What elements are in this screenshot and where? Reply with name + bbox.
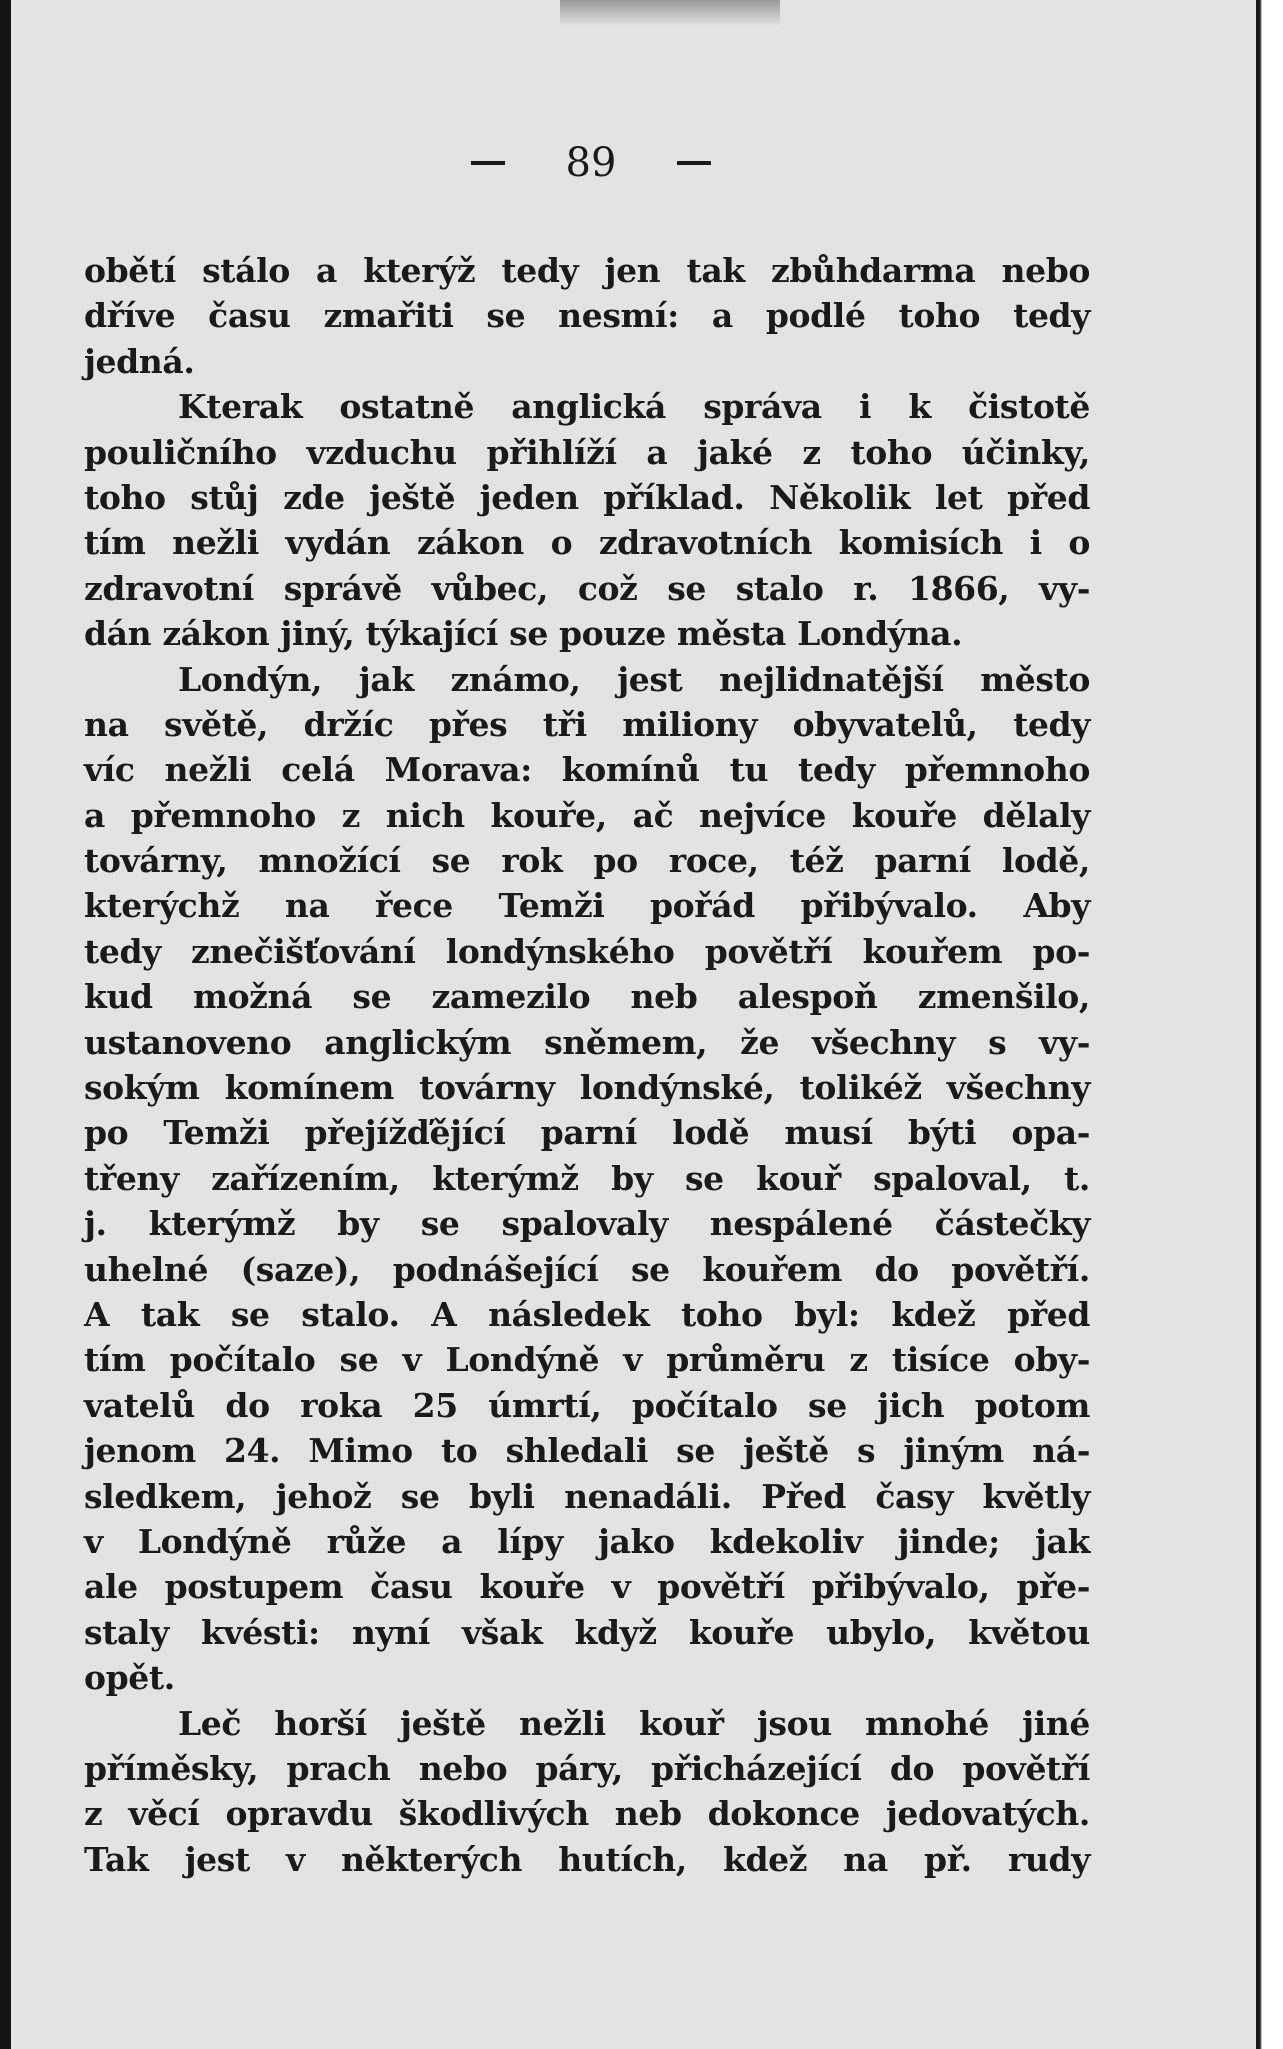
text-line: dříve času zmařiti se nesmí: a podlé toho tedy [84,296,1090,336]
text-line: víc nežli celá Morava: komínů tu tedy přemnoho [84,750,1090,790]
text-line: třeny zařízením, kterýmž by se kouř spaloval, t. [84,1158,1090,1198]
text-line: Kterak ostatně anglická správa i k čistotě [178,387,1090,427]
text-line: příměsky, prach nebo páry, přicházející do povětří [84,1748,1090,1788]
text-line: ustanoveno anglickým sněmem, že všechny s vy- [84,1022,1090,1062]
text-line: v Londýně růže a lípy jako kdekoliv jinde; jak [84,1521,1090,1561]
text-line: j. kterýmž by se spalovaly nespálené částečky [84,1204,1090,1244]
text-line: jenom 24. Mimo to shledali se ještě s jiným ná- [84,1431,1090,1471]
text-line: jedná. [84,341,195,381]
text-line: na světě, držíc přes tři miliony obyvatelů, tedy [84,704,1090,744]
text-line: továrny, množící se rok po roce, též parní lodě, [84,841,1090,881]
text-line: Tak jest v některých hutích, kdež na př. rudy [84,1839,1090,1879]
text-line: staly kvésti: nyní však když kouře ubylo, květou [84,1612,1090,1652]
text-line: obětí stálo a kterýž tedy jen tak zbůhdarma nebo [84,251,1090,290]
text-line: uhelné (saze), podnášející se kouřem do povětří. [84,1249,1090,1289]
text-line: pouličního vzduchu přihlíží a jaké z toho účinky, [84,432,1090,472]
text-line: Londýn, jak známo, jest nejlidnatější město [178,659,1090,699]
header-dash-right [677,161,711,165]
text-line: sokým komínem továrny londýnské, tolikéž všechny [84,1068,1090,1108]
page-stain [560,0,780,26]
book-spine-shadow [0,0,11,2049]
body-text [84,248,1090,1882]
text-line: Leč horší ještě nežli kouř jsou mnohé jiné [178,1703,1090,1743]
text-line: dán zákon jiný, týkající se pouze města Londýna. [84,614,963,654]
page-edge [1256,0,1283,2049]
page-header [471,138,711,188]
text-line: tím počítalo se v Londýně v průměru z tisíce oby- [84,1340,1090,1380]
text-line: po Temži přejížďějící parní lodě musí býti opa- [84,1113,1090,1153]
text-line: z věcí opravdu škodlivých neb dokonce jedovatých. [84,1794,1090,1834]
text-line: ale postupem času kouře v povětří přibývalo, pře- [84,1567,1090,1607]
text-line: zdravotní správě vůbec, což se stalo r. 1866, vy- [84,568,1090,608]
text-line: opět. [84,1658,175,1698]
text-line: A tak se stalo. A následek toho byl: kdež před [84,1294,1090,1334]
page-number: 89 [565,140,617,186]
header-dash-left [471,161,505,165]
text-line: kterýchž na řece Temži pořád přibývalo. Aby [84,886,1090,926]
text-line: kud možná se zamezilo neb alespoň zmenšilo, [84,977,1090,1017]
text-line: tím nežli vydán zákon o zdravotních komisích i o [84,523,1090,563]
text-line: sledkem, jehož se byli nenadáli. Před časy květly [84,1476,1090,1516]
text-line: a přemnoho z nich kouře, ač nejvíce kouře dělaly [84,795,1090,835]
text-line: tedy znečišťování londýnského povětří kouřem po- [84,931,1090,971]
text-line: vatelů do roka 25 úmrtí, počítalo se jich potom [84,1385,1090,1425]
text-line: toho stůj zde ještě jeden příklad. Několik let před [84,477,1090,517]
